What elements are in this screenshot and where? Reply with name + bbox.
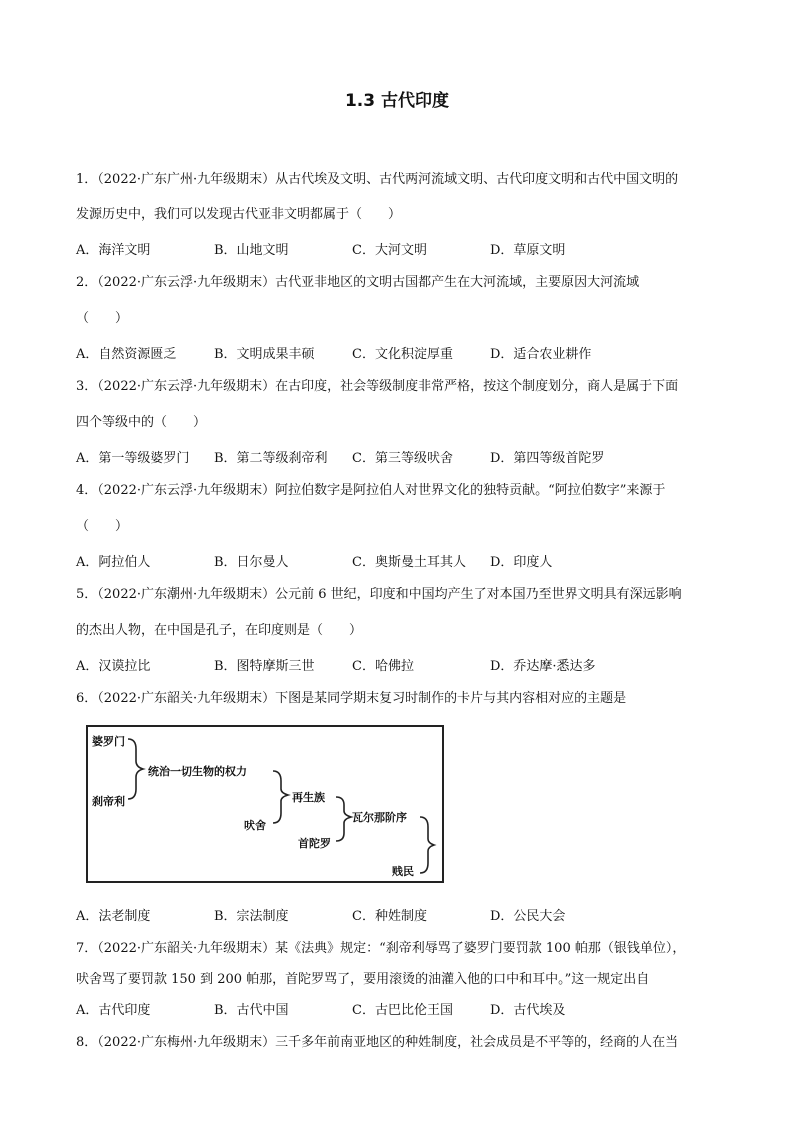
option-d[interactable]: D．乔达摩·悉达多 [490, 659, 596, 674]
label-shudra: 首陀罗 [298, 837, 331, 850]
option-b[interactable]: B．文明成果丰硕 [214, 347, 315, 362]
question-2-line-1: 2．（2022·广东云浮·九年级期末）古代亚非地区的文明古国都产生在大河流域，主要原因大河流域 [76, 275, 640, 290]
question-4-line-2: （ ） [76, 519, 129, 534]
option-d[interactable]: D．第四等级首陀罗 [490, 451, 605, 466]
question-1-line-1: 1．（2022·广东广州·九年级期末）从古代埃及文明、古代两河流域文明、古代印度文明和古代中国文明的 [76, 172, 679, 187]
question-3-line-1: 3．（2022·广东云浮·九年级期末）在古印度，社会等级制度非常严格，按这个制度划分，商人是属于下面 [76, 379, 679, 394]
option-c[interactable]: C．奥斯曼土耳其人 [352, 555, 466, 570]
option-c[interactable]: C．大河文明 [352, 243, 427, 258]
label-kshatriya: 刹帝利 [92, 795, 125, 808]
question-8-line-1: 8．（2022·广东梅州·九年级期末）三千多年前南亚地区的种姓制度，社会成员是不平等的，经商的人在当 [76, 1035, 679, 1050]
option-c[interactable]: C．文化积淀厚重 [352, 347, 453, 362]
question-5-line-1: 5．（2022·广东潮州·九年级期末）公元前 6 世纪，印度和中国均产生了对本国乃至世界文明具有深远影响 [76, 587, 682, 602]
question-5-line-2: 的杰出人物，在中国是孔子，在印度则是（ ） [76, 623, 363, 638]
question-7-line-2: 吠舍骂了要罚款 150 到 200 帕那，首陀罗骂了，要用滚烫的油灌入他的口中和耳中。”这一规定出自 [76, 972, 650, 987]
option-c[interactable]: C．第三等级吠舍 [352, 451, 453, 466]
caste-diagram-card [86, 725, 444, 883]
option-a[interactable]: A．法老制度 [76, 909, 151, 924]
label-twice-born: 再生族 [292, 791, 325, 804]
option-c[interactable]: C．古巴比伦王国 [352, 1003, 453, 1018]
brace-2 [273, 771, 288, 823]
question-2-line-2: （ ） [76, 311, 129, 326]
brace-3 [336, 797, 351, 841]
option-b[interactable]: B．第二等级刹帝利 [214, 451, 328, 466]
label-brahmin: 婆罗门 [92, 735, 125, 748]
option-d[interactable]: D．古代埃及 [490, 1003, 566, 1018]
caste-diagram-brackets [88, 727, 442, 881]
option-a[interactable]: A．第一等级婆罗门 [76, 451, 190, 466]
option-a[interactable]: A．海洋文明 [76, 243, 151, 258]
label-vaishya: 吠舍 [244, 819, 266, 832]
question-6-line-1: 6．（2022·广东韶关·九年级期末）下图是某同学期末复习时制作的卡片与其内容相对应的主题是 [76, 691, 627, 706]
option-a[interactable]: A．自然资源匮乏 [76, 347, 177, 362]
label-rule-over-all: 统治一切生物的权力 [148, 765, 247, 778]
option-d[interactable]: D．草原文明 [490, 243, 566, 258]
option-b[interactable]: B．宗法制度 [214, 909, 289, 924]
question-4-line-1: 4．（2022·广东云浮·九年级期末）阿拉伯数字是阿拉伯人对世界文化的独特贡献。“阿拉伯数字”来源于 [76, 483, 666, 498]
option-b[interactable]: B．山地文明 [214, 243, 289, 258]
option-b[interactable]: B．古代中国 [214, 1003, 289, 1018]
page-title: 1.3 古代印度 [344, 91, 450, 111]
brace-1 [128, 739, 143, 799]
question-1-line-2: 发源历史中，我们可以发现古代亚非文明都属于（ ） [76, 207, 402, 222]
label-varna-order: 瓦尔那阶序 [352, 811, 407, 824]
option-d[interactable]: D．印度人 [490, 555, 553, 570]
option-c[interactable]: C．种姓制度 [352, 909, 427, 924]
option-b[interactable]: B．图特摩斯三世 [214, 659, 315, 674]
question-3-line-2: 四个等级中的（ ） [76, 415, 207, 430]
option-a[interactable]: A．汉谟拉比 [76, 659, 151, 674]
option-a[interactable]: A．阿拉伯人 [76, 555, 151, 570]
option-d[interactable]: D．公民大会 [490, 909, 566, 924]
brace-4 [420, 817, 434, 873]
option-b[interactable]: B．日尔曼人 [214, 555, 289, 570]
option-c[interactable]: C．哈佛拉 [352, 659, 414, 674]
option-d[interactable]: D．适合农业耕作 [490, 347, 592, 362]
option-a[interactable]: A．古代印度 [76, 1003, 151, 1018]
label-untouchable: 贱民 [392, 865, 414, 878]
question-7-line-1: 7．（2022·广东韶关·九年级期末）某《法典》规定：“刹帝利辱骂了婆罗门要罚款 100 帕那（银钱单位）， [76, 941, 686, 956]
